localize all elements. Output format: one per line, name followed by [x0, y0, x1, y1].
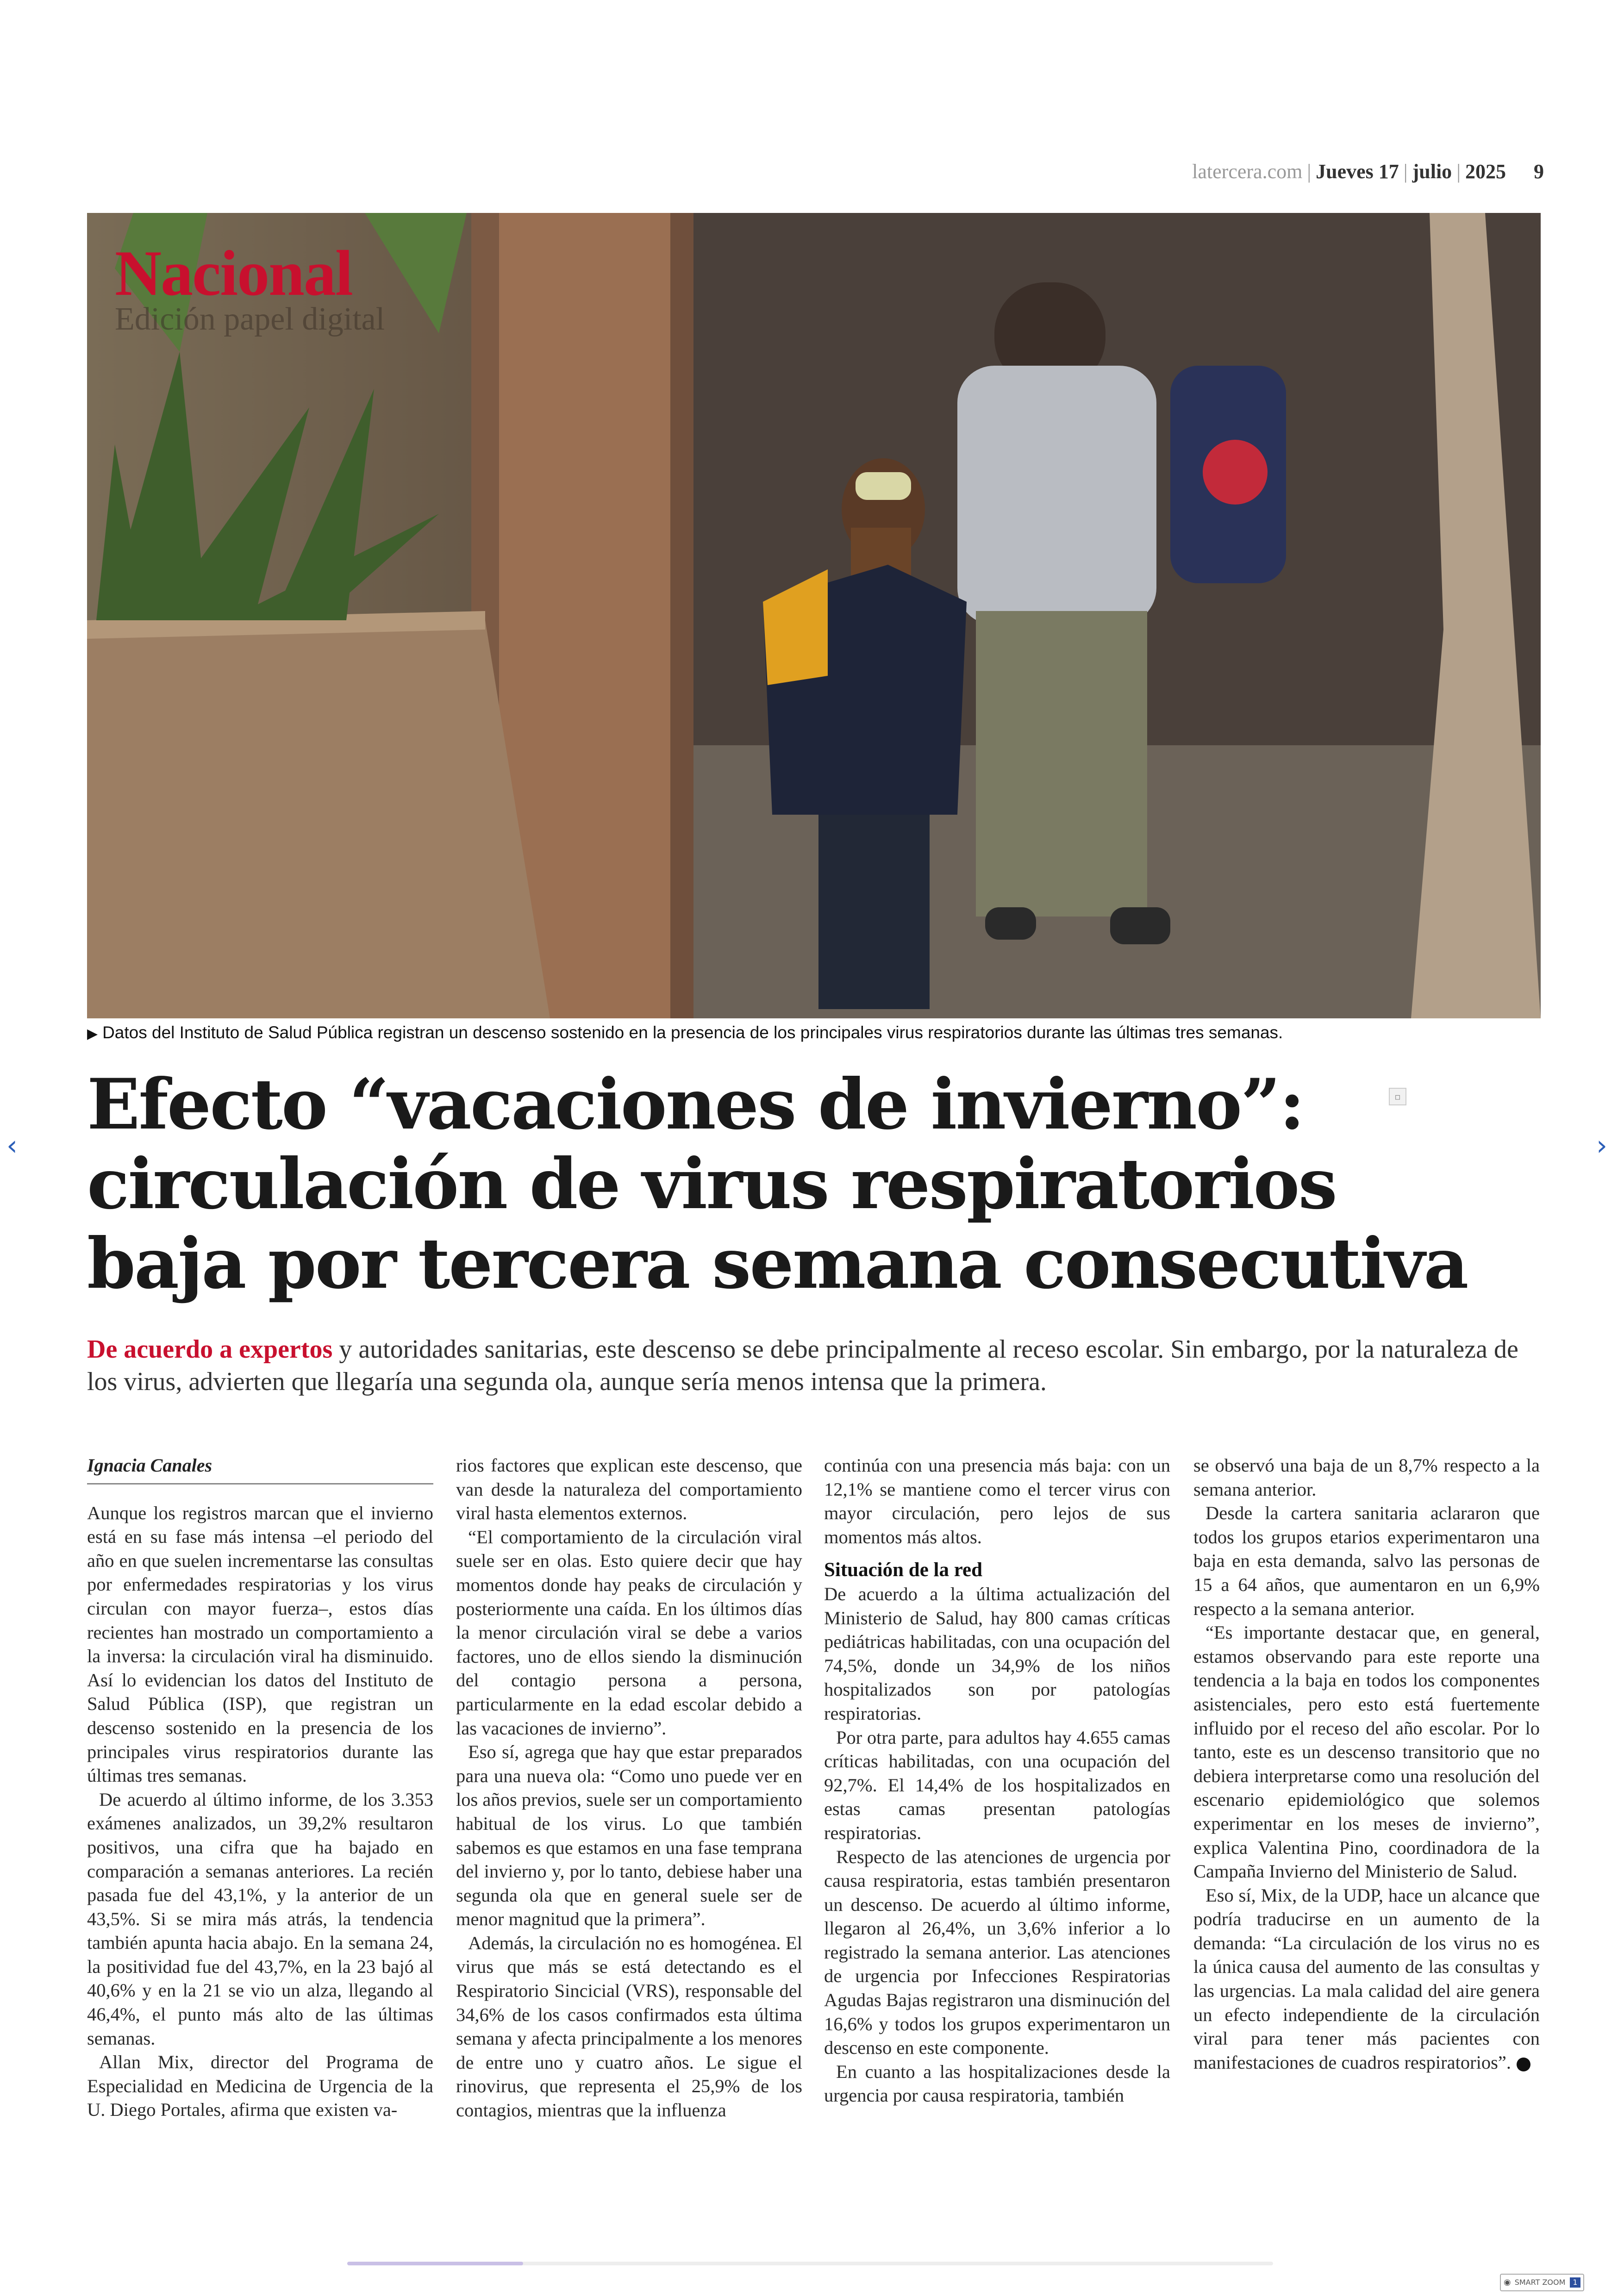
end-of-article-icon — [1517, 2058, 1530, 2071]
paragraph: Por otra parte, para adultos hay 4.655 camas críticas habilitadas, con una ocupación del 92,7%. El 14,4% de los hospitalizados en estas camas presentan patologías respiratorias. — [824, 1727, 1170, 1843]
article-photo — [87, 213, 1541, 1018]
page-marker-icon[interactable]: ▫ — [1389, 1088, 1406, 1105]
chevron-left-icon: ‹ — [6, 1129, 18, 1162]
paragraph-last — [1193, 1883, 1540, 2075]
headline — [87, 1065, 1541, 1303]
headline-line-2: circulación de virus respiratorios — [87, 1143, 1336, 1225]
smart-zoom-value: 1 — [1570, 2277, 1580, 2288]
lead-paragraph — [87, 1333, 1541, 1398]
paragraph: se observó una baja de un 8,7% respecto a la semana anterior. — [1193, 1455, 1540, 1500]
article-column-3 — [824, 1453, 1170, 2108]
section-subtitle: Edición papel digital — [115, 301, 385, 337]
subheading: Situación de la red — [824, 1559, 983, 1581]
header-year: 2025 — [1465, 160, 1506, 183]
paragraph: rios factores que explican este descenso, que van desde la naturaleza del comportamiento viral hasta elementos externos. — [456, 1455, 802, 1524]
smart-zoom-button[interactable] — [1500, 2274, 1584, 2291]
paragraph: “Es importante destacar que, en general, estamos observando para este reporte una tendencia a la baja en todos los componentes asistenciales, pero esto está fuertemente influido por el receso del año escolar. Por lo tanto, este es un descenso transitorio que no debiera interpretarse como una resolución del escenario epidemiológico que solemos experimentar en los meses de invierno”, explica Valentina Pino, coordinadora de la Campaña Invierno del Ministerio de Salud. — [1193, 1622, 1540, 1882]
paragraph: De acuerdo al último informe, de los 3.353 exámenes analizados, un 39,2% resultaron positivos, una cifra que ha bajado en comparación a semanas anteriores. La recién pasada fue del 43,1%, y la anterior de un 43,5%. Si se mira más atrás, la tendencia también apunta hacia abajo. En la semana 24, la positividad fue del 43,7%, en la 23 bajó al 40,6% y en la 21 se vio un alza, llegando al 46,4%, el punto más alto de las últimas semanas. — [87, 1789, 433, 2049]
article-column-2 — [456, 1453, 802, 2122]
headline-line-1: Efecto “vacaciones de invierno”: — [87, 1064, 1304, 1145]
paragraph: Respecto de las atenciones de urgencia por causa respiratoria, estas también presentaron un descenso. De acuerdo al último informe, llegaron al 26,4%, un 3,6% inferior a lo registrado la semana anterior. Las atenciones de urgencia por Infecciones Respiratorias Agudas Bajas registraron una disminución del 16,6% y todos los grupos experimentaron un descenso en este componente. — [824, 1846, 1170, 2058]
paragraph: En cuanto a las hospitalizaciones desde la urgencia por causa respiratoria, también — [824, 2061, 1170, 2106]
header-month: julio — [1412, 160, 1452, 183]
paragraph: Allan Mix, director del Programa de Especialidad en Medicina de Urgencia de la U. Diego Portales, afirma que existen va- — [87, 2052, 433, 2120]
paragraph: Además, la circulación no es homogénea. El virus que más se está detectando es el Respiratorio Sincicial (VRS), responsable del 34,6% de los casos confirmados esta última semana y afecta principalmente a los menores de entre uno y cuatro años. Le sigue el rinovirus, que representa el 25,9% de los contagios, mientras que la influenza — [456, 1932, 802, 2121]
page-header: latercera.com | Jueves 17 | julio | 2025 9 — [1192, 160, 1544, 183]
section-title: Nacional — [115, 237, 352, 309]
header-weekday: Jueves 17 — [1316, 160, 1399, 183]
paragraph: “El comportamiento de la circulación viral suele ser en olas. Esto quiere decir que hay momentos donde hay peaks de circulación y posteriormente una caída. En los últimos días la menor circulación viral se debe a varios factores, uno de ellos siendo la disminución del contagio persona a persona, particularmente en la edad escolar debido a las vacaciones de invierno”. — [456, 1526, 802, 1739]
site-name: latercera.com — [1192, 160, 1303, 183]
paragraph: Desde la cartera sanitaria aclararon que todos los grupos etarios experimentaron una baja en esta demanda, salvo las personas de 15 a 64 años, que aumentaron en un 6,9% respecto a la semana anterior. — [1193, 1503, 1540, 1619]
chevron-right-icon: › — [1596, 1129, 1607, 1162]
caption-text: Datos del Instituto de Salud Pública registran un descenso sostenido en la presencia de los principales virus respiratorios durante las últimas tres semanas. — [102, 1023, 1283, 1042]
paragraph: Eso sí, agrega que hay que estar preparados para una nueva ola: “Como uno puede ver en los años previos, suele ser un comportamiento habitual de los virus. Lo que también sabemos es que estamos en una fase temprana del invierno y, por lo tanto, debiese haber una segunda ola que en general suele ser de menor magnitud que la primera”. — [456, 1741, 802, 1930]
previous-page-button[interactable] — [6, 1129, 18, 1162]
next-page-button[interactable] — [1596, 1129, 1607, 1162]
page-scrollbar-thumb[interactable] — [347, 2262, 523, 2265]
byline: Ignacia Canales — [87, 1453, 433, 1484]
article-column-1 — [87, 1453, 433, 2122]
lead-text: y autoridades sanitarias, este descenso se debe principalmente al receso escolar. Sin embargo, por la naturaleza de los virus, advierten que llegaría una segunda ola, aunque sería menos intensa que la primera. — [87, 1335, 1518, 1396]
page-number: 9 — [1534, 160, 1544, 183]
paragraph: De acuerdo a la última actualización del Ministerio de Salud, hay 800 camas críticas pediátricas habilitadas, con una ocupación del 74,5%, donde un 34,9% de los niños hospitalizados son por patologías respiratorias. — [824, 1583, 1170, 1724]
eye-icon: ◉ — [1504, 2277, 1511, 2287]
article-column-4 — [1193, 1453, 1540, 2074]
paragraph: Aunque los registros marcan que el invierno está en su fase más intensa –el periodo del año en que suelen incrementarse las consultas por enfermedades respiratorias y los virus circulan con mayor fuerza–, estos días recientes han mostrado un comportamiento a la inversa: la circulación viral ha disminuido. Así lo evidencian los datos del Instituto de Salud Pública (ISP), que registran un descenso sostenido en la presencia de los principales virus respiratorios durante las últimas tres semanas. — [87, 1502, 433, 1786]
caption-arrow-icon: ▶ — [87, 1026, 98, 1041]
lead-highlight: De acuerdo a expertos — [87, 1335, 333, 1364]
headline-line-3: baja por tercera semana consecutiva — [87, 1223, 1468, 1304]
photo-caption — [87, 1023, 1541, 1042]
paragraph: continúa con una presencia más baja: con un 12,1% se mantiene como el tercer virus con mayor circulación, pero lejos de sus momentos más altos. — [824, 1455, 1170, 1547]
paragraph-text: Eso sí, Mix, de la UDP, hace un alcance que podría traducirse en un aumento de la demanda: “La circulación de los virus no es la única causa del aumento de las consultas y las urgencias. La mala calidad del aire genera un efecto independiente de la circulación viral para tener más pacientes con manifestaciones de cuadros respiratorios”. — [1193, 1884, 1540, 2073]
smart-zoom-label: SMART ZOOM — [1514, 2278, 1566, 2287]
